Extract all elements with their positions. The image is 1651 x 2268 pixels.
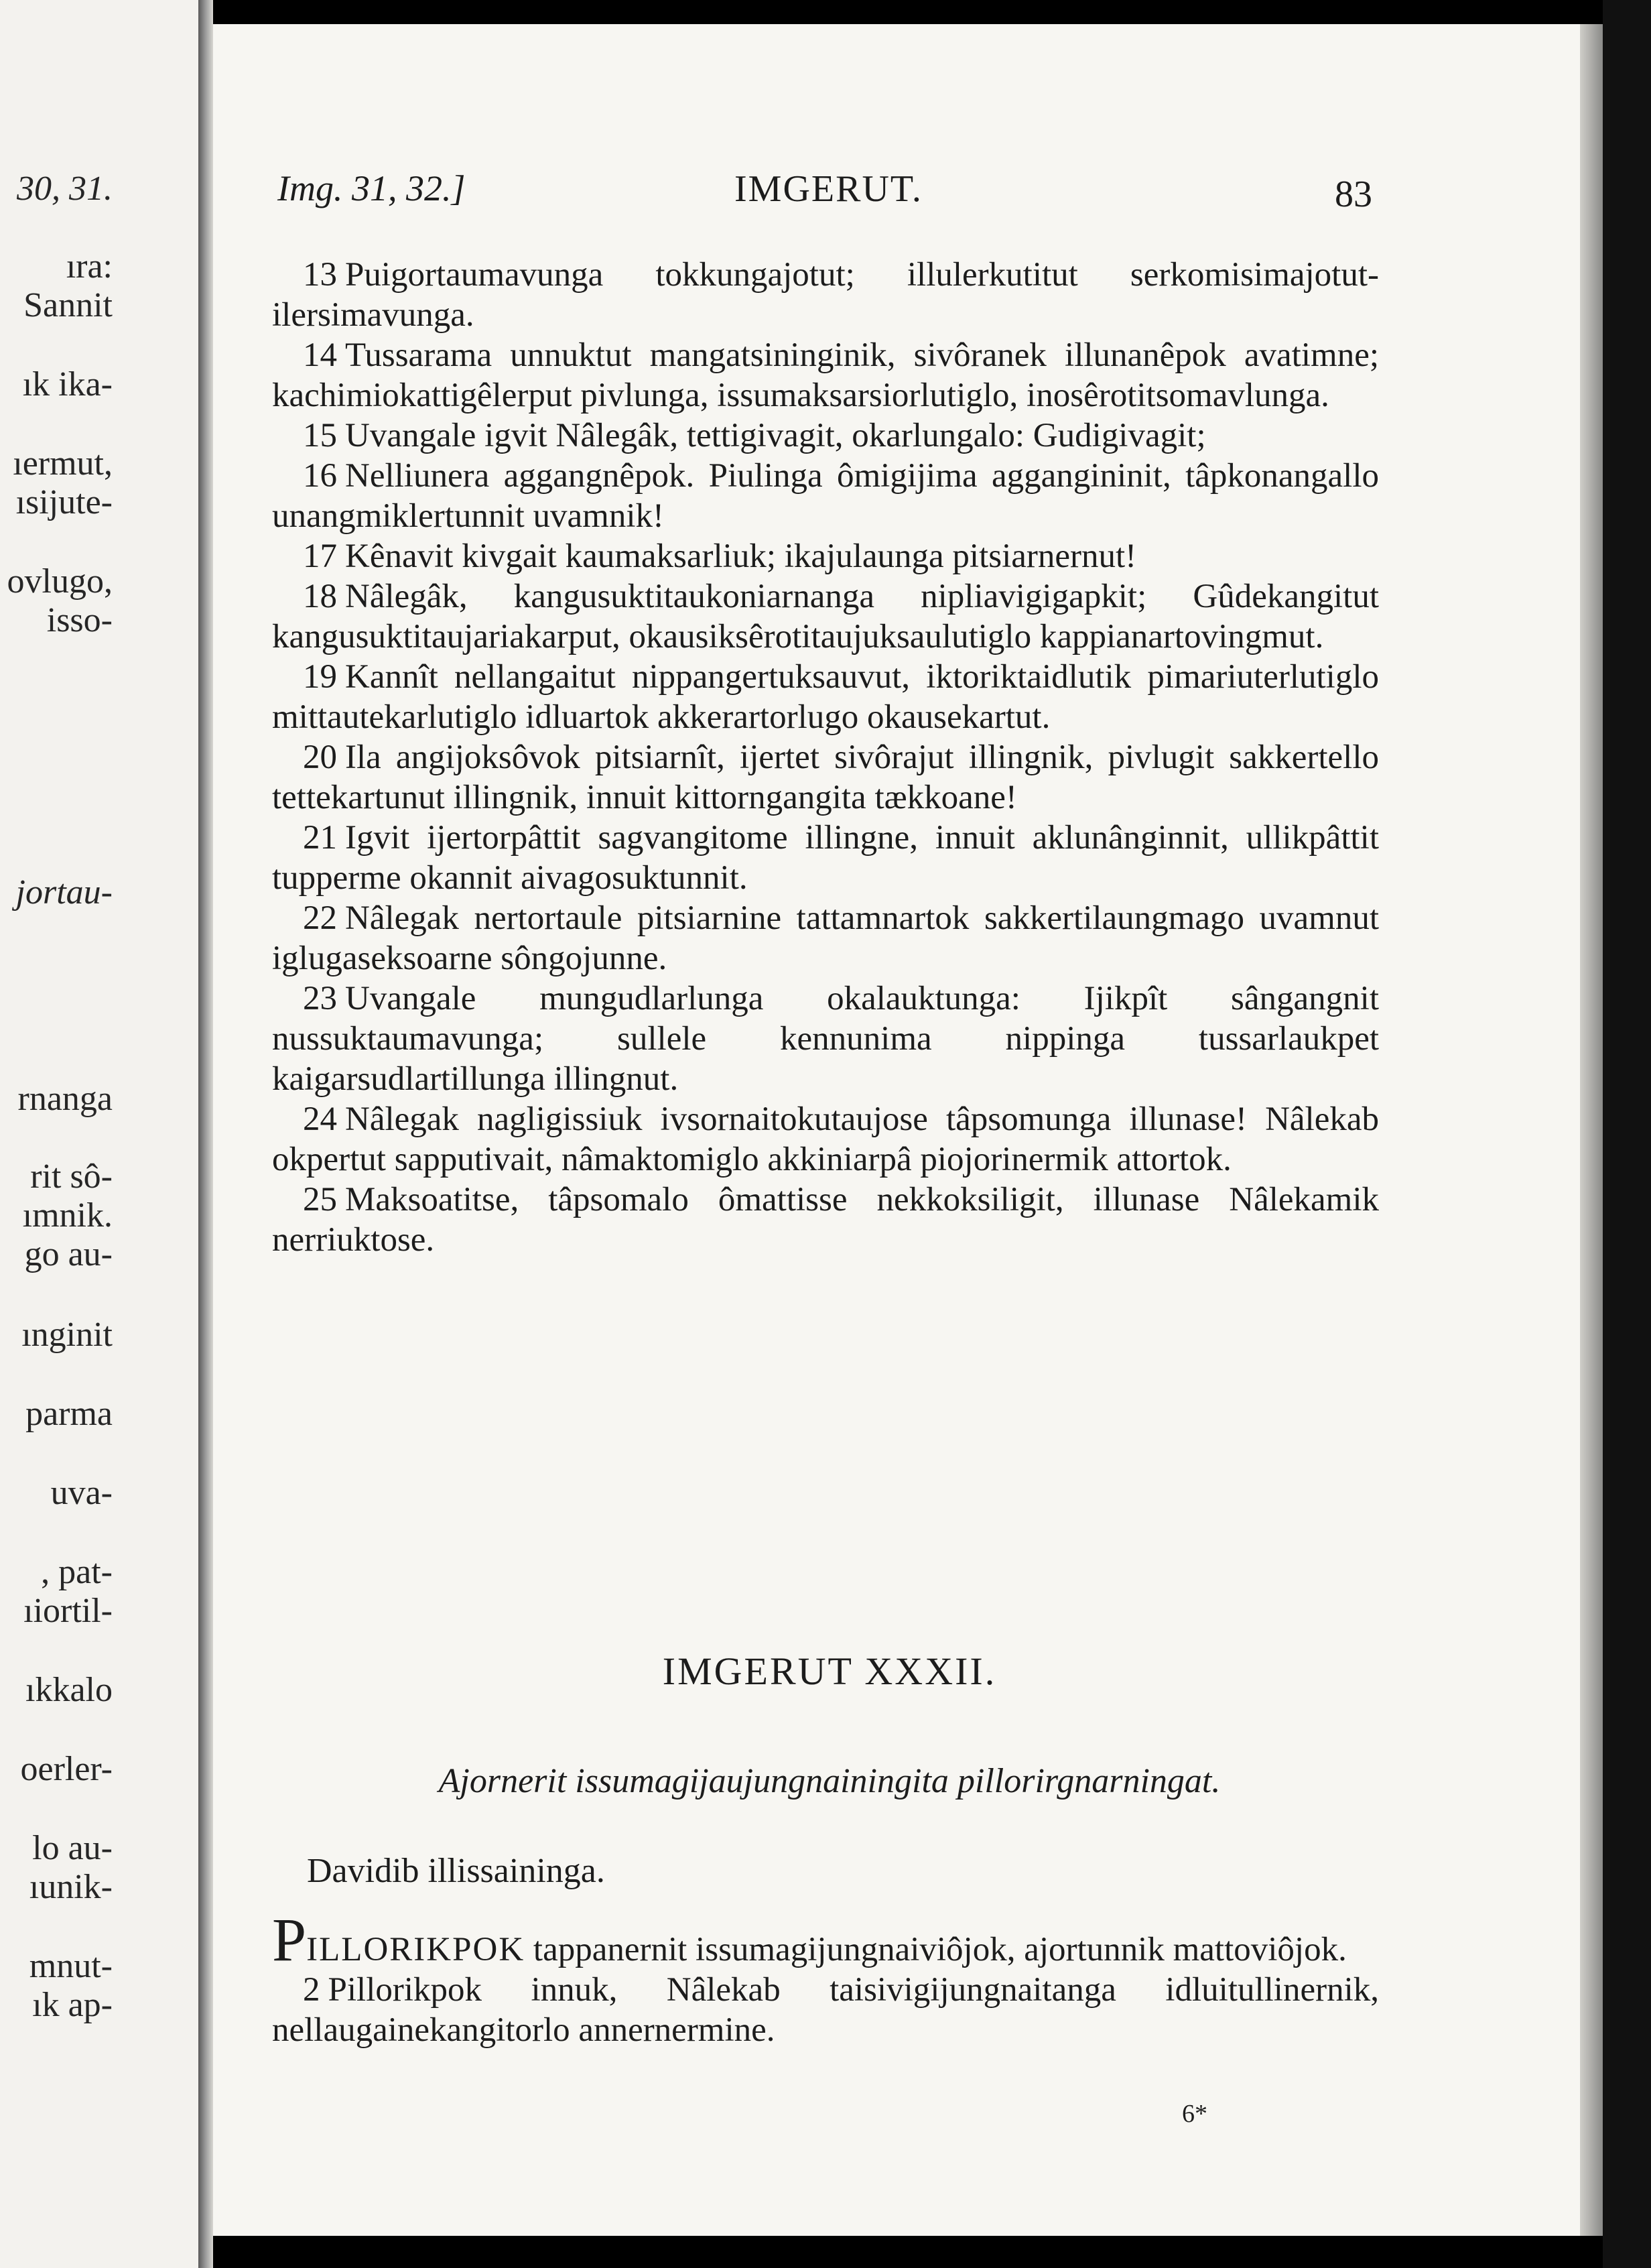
verse — [272, 576, 1379, 657]
fragment-line: Sannit — [23, 286, 113, 324]
fragment-line: , pat- — [41, 1553, 113, 1591]
verse-text: Nâlegâk, kangusuktitaukoniarnanga nipliavigigapkit; Gûdekangitut kangusuktitaujariakarput, okausiksêrotitaujuksaulutiglo kappianartovingmut. — [272, 578, 1379, 655]
verse-number: 15 — [303, 417, 337, 454]
previous-page-fragment — [0, 0, 198, 2268]
verse-text: Pillorikpok innuk, Nâlekab taisivigijungnaitanga idluitullinernik, nellaugainekangitorlo annernermine. — [272, 1971, 1379, 2049]
fragment-line: ınginit — [21, 1316, 113, 1354]
book-page — [213, 24, 1580, 2236]
fragment-line: ıiortil- — [23, 1592, 113, 1630]
verse-text: Ila angijoksôvok pitsiarnît, ijertet sivôrajut illingnik, pivlugit sakkertello tettekartunut illingnik, innuit kittorngangita tækkoane! — [272, 739, 1379, 816]
verse-number: 19 — [303, 658, 337, 696]
fragment-line: rnanga — [17, 1080, 113, 1118]
verse-number: 20 — [303, 739, 337, 776]
fragment-line: isso- — [46, 601, 113, 639]
verse-number: 24 — [303, 1100, 337, 1138]
verse — [272, 818, 1379, 898]
fragment-line: jortau- — [15, 873, 113, 911]
verse-text: Nâlegak nertortaule pitsiarnine tattamnartok sakkertilaungmago uvamnut iglugaseksoarne sôngojunne. — [272, 899, 1379, 977]
verse-text: Nelliunera aggangnêpok. Piulinga ômigijima aggangininit, tâpkonangallo unangmiklertunnit uvamnik! — [272, 457, 1379, 535]
verse-text: Uvangale mungudlarlunga okalauktunga: Ijikpît sângangnit nussuktaumavunga; sullele kennunima nippinga tussarlaukpet kaigarsudlartillunga illingnut. — [272, 980, 1379, 1098]
fragment-line: ıra: — [66, 247, 113, 286]
verse-text: Tussarama unnuktut mangatsininginik, sivôranek illunanêpok avatimne; kachimiokattigêlerput pivlunga, issumaksarsiorlutiglo, inosêrotitsomavlunga. — [272, 336, 1379, 414]
page-number: 83 — [1335, 174, 1372, 215]
chapter-heading: IMGERUT XXXII. — [662, 1649, 997, 1693]
fragment-line: go au- — [24, 1235, 113, 1273]
verse-number: 21 — [303, 819, 337, 857]
verse-text: Maksoatitse, tâpsomalo ômattisse nekkoksiligit, illunase Nâlekamik nerriuktose. — [272, 1181, 1379, 1259]
verse-text: Kannît nellangaitut nippangertuksauvut, iktoriktaidlutik pimariuterlutiglo mittautekarlutiglo idluartok akkerartorlugo okausekartut. — [272, 658, 1379, 736]
book-gutter — [198, 0, 213, 2268]
fragment-line: ıunik- — [29, 1868, 113, 1906]
fragment-line: ıermut, — [13, 444, 113, 483]
psalm-attribution: Davidib illissaininga. — [307, 1852, 605, 1890]
chapter-32-verses — [272, 1905, 1379, 2050]
drop-cap: P — [272, 1905, 307, 1974]
verse — [272, 657, 1379, 737]
fragment-line: ıkkalo — [25, 1671, 113, 1709]
fragment-line: oerler- — [20, 1750, 113, 1788]
verse — [272, 898, 1379, 979]
verse — [272, 456, 1379, 536]
chapter-31-verses — [272, 255, 1379, 1260]
scan-border — [1603, 0, 1651, 2268]
verse-number: 25 — [303, 1181, 337, 1218]
fragment-line: mnut- — [29, 1947, 113, 1985]
verse-number: 17 — [303, 538, 337, 575]
verse — [272, 1905, 1379, 1974]
verse-text: Igvit ijertorpâttit sagvangitome illingne, innuit aklunânginnit, ullikpâttit tupperme okannit aivagosuktunnit. — [272, 819, 1379, 897]
chapter-subtitle: Ajornerit issumagijaujungnainingita pillorirgnarningat. — [438, 1762, 1221, 1800]
verse-text: Nâlegak nagligissiuk ivsornaitokutaujose tâpsomunga illunase! Nâlekab okpertut sapputivait, nâmaktomiglo akkiniarpâ piojorinermik attortok. — [272, 1100, 1379, 1178]
fragment-line: uva- — [50, 1474, 113, 1512]
fragment-line: ısijute- — [15, 483, 113, 521]
verse — [272, 255, 1379, 335]
running-header-title: IMGERUT. — [734, 168, 923, 210]
verse-text: Kênavit kivgait kaumaksarliuk; ikajulaunga pitsiarnernut! — [345, 538, 1137, 575]
small-caps-lead: ILLORIKPOK — [306, 1931, 525, 1968]
verse — [272, 335, 1379, 416]
verse-number: 14 — [303, 336, 337, 374]
fragment-line: ık ika- — [22, 365, 113, 403]
verse — [272, 737, 1379, 818]
verse — [272, 416, 1379, 456]
verse — [272, 1970, 1379, 2050]
page-edge — [1580, 24, 1603, 2236]
fragment-line: ık ap- — [32, 1986, 113, 2024]
verse — [272, 979, 1379, 1099]
verse — [272, 1099, 1379, 1180]
verse-number: 2 — [303, 1971, 320, 2009]
fragment-line: rit sô- — [30, 1157, 113, 1196]
fragment-line: ovlugo, — [7, 562, 113, 601]
fragment-line: ımnik. — [22, 1196, 113, 1235]
previous-page-header: 30, 31. — [17, 170, 113, 208]
fragment-line: lo au- — [32, 1829, 113, 1867]
verse-text: Uvangale igvit Nâlegâk, tettigivagit, okarlungalo: Gudigivagit; — [345, 417, 1206, 454]
running-header-left: Img. 31, 32.] — [277, 168, 466, 208]
verse-text: tappanernit issumagijungnaiviôjok, ajortunnik mattoviôjok. — [525, 1931, 1347, 1968]
verse — [272, 536, 1379, 576]
verse-number: 22 — [303, 899, 337, 937]
verse-text: Puigortaumavunga tokkungajotut; illulerkutitut serkomisimajotut-ilersimavunga. — [272, 256, 1379, 334]
fragment-line: parma — [25, 1395, 113, 1433]
signature-mark: 6* — [1182, 2100, 1207, 2128]
verse-number: 13 — [303, 256, 337, 294]
verse — [272, 1180, 1379, 1260]
verse-number: 16 — [303, 457, 337, 495]
verse-number: 18 — [303, 578, 337, 615]
verse-number: 23 — [303, 980, 337, 1017]
